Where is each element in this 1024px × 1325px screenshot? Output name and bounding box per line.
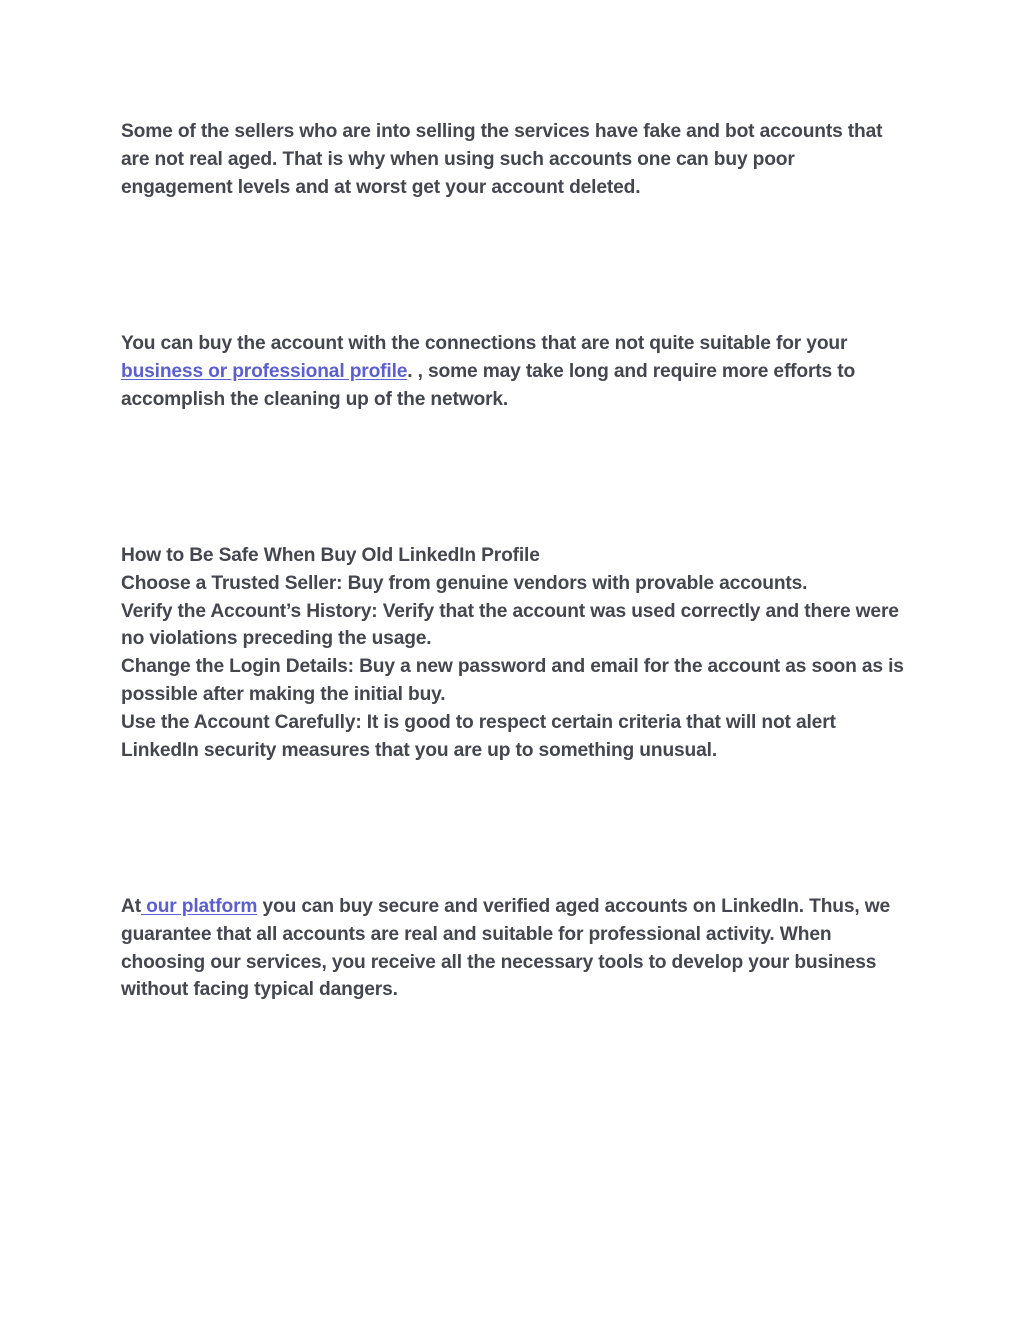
text-line: LinkedIn security measures that you are up to something unusual. xyxy=(121,739,717,761)
paragraph-connections xyxy=(121,330,911,413)
business-profile-link[interactable]: business or professional profile xyxy=(121,360,408,382)
paragraph-our-platform xyxy=(121,893,911,1004)
paragraph-fake-accounts xyxy=(121,118,911,201)
text-fragment: you can buy secure and verified aged accounts on LinkedIn. Thus, we xyxy=(257,896,891,917)
text-line xyxy=(121,893,911,921)
text-line: Some of the sellers who are into selling the services have fake and bot accounts that xyxy=(121,121,883,142)
text-line: are not real aged. That is why when using such accounts one can buy poor xyxy=(121,148,795,170)
section-heading: How to Be Safe When Buy Old LinkedIn Profile xyxy=(121,545,540,566)
text-line: Use the Account Carefully: It is good to respect certain criteria that will not alert xyxy=(121,711,836,733)
text-line: without facing typical dangers. xyxy=(121,979,398,1001)
text-line: choosing our services, you receive all the necessary tools to develop your business xyxy=(121,951,877,973)
text-line: accomplish the cleaning up of the network. xyxy=(121,388,509,410)
safety-section xyxy=(121,542,911,764)
text-line: Change the Login Details: Buy a new password and email for the account as soon as is xyxy=(121,656,904,678)
text-line: You can buy the account with the connections that are not quite suitable for your xyxy=(121,333,848,354)
text-line: Verify the Account’s History: Verify that the account was used correctly and there were xyxy=(121,600,899,622)
text-fragment: At xyxy=(121,896,141,917)
text-line: possible after making the initial buy. xyxy=(121,683,446,705)
text-line: guarantee that all accounts are real and suitable for professional activity. When xyxy=(121,923,832,945)
text-fragment: . , some may take long and require more efforts to xyxy=(407,360,856,382)
text-line: engagement levels and at worst get your account deleted. xyxy=(121,176,641,198)
our-platform-link[interactable]: our platform xyxy=(140,896,258,917)
text-line: no violations preceding the usage. xyxy=(121,628,432,650)
text-line xyxy=(121,358,911,386)
text-line: Choose a Trusted Seller: Buy from genuine vendors with provable accounts. xyxy=(121,572,808,594)
